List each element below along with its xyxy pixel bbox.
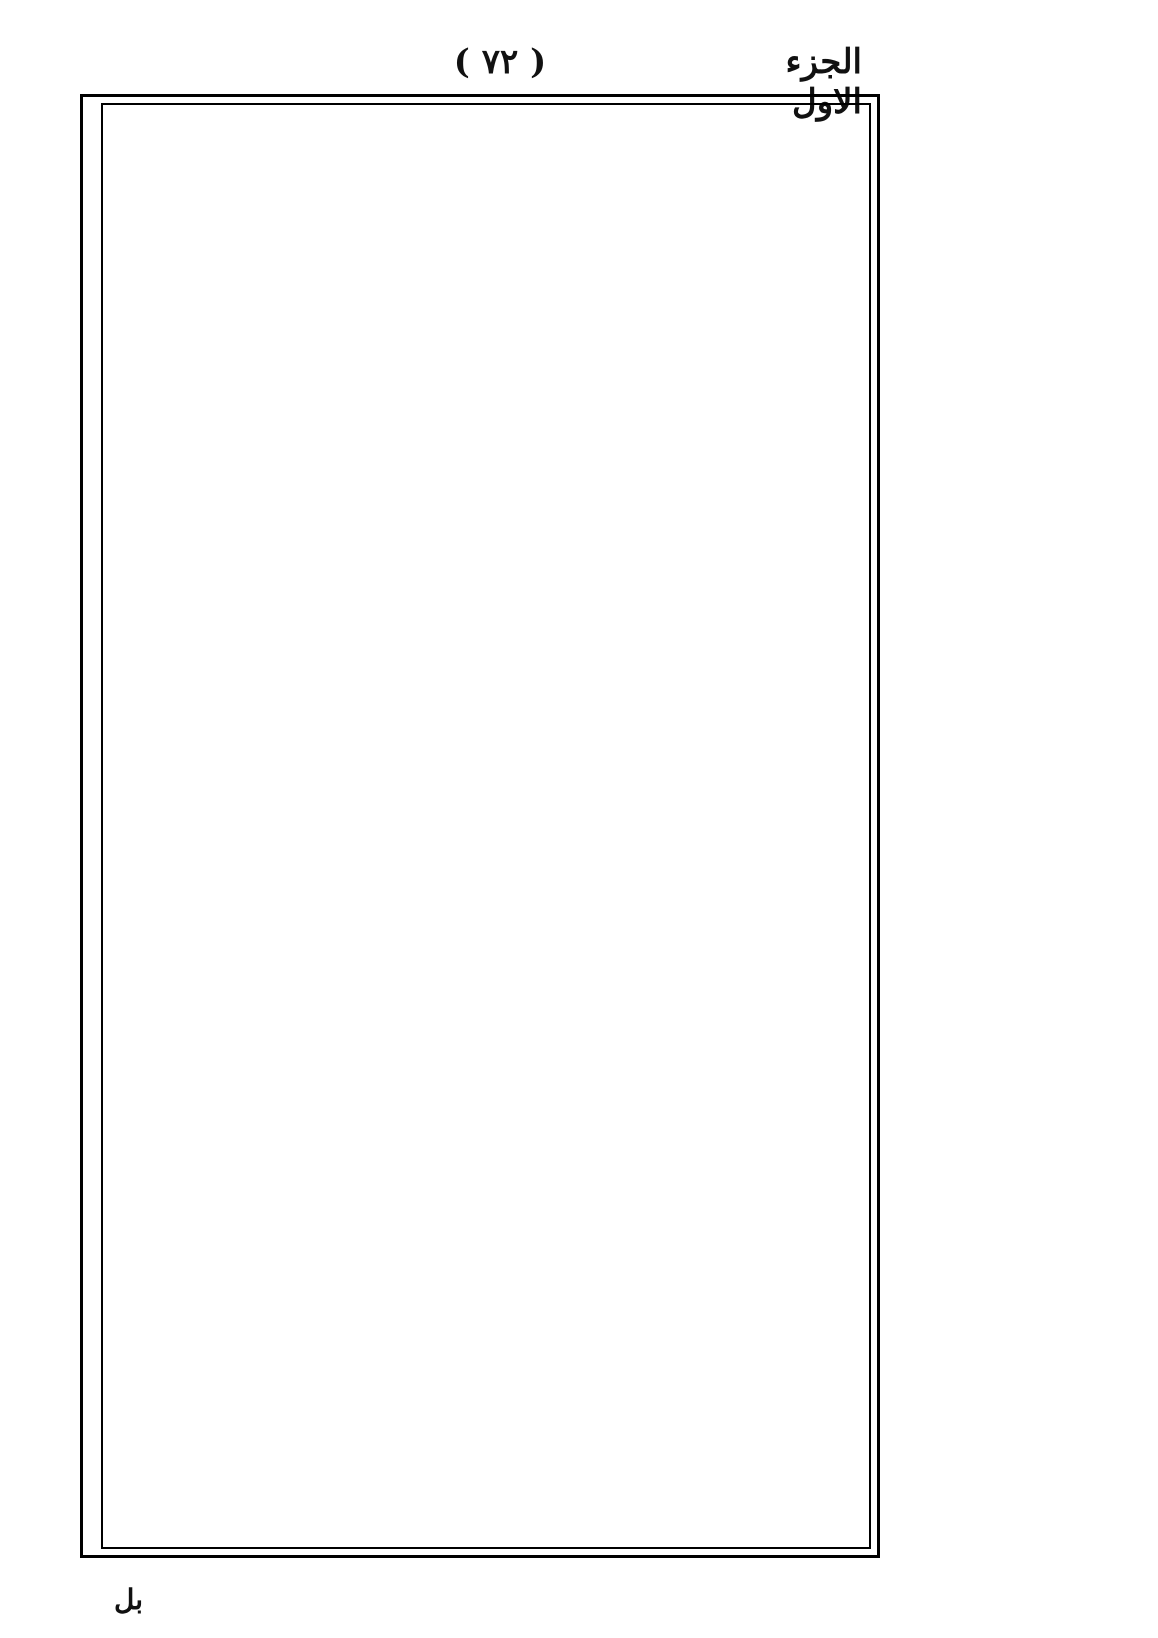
text-line <box>119 727 855 764</box>
volume-label: الجزء الاول <box>785 42 862 122</box>
text-line <box>119 912 855 949</box>
text-line <box>119 505 855 542</box>
text-line <box>119 468 855 505</box>
text-line <box>119 1245 855 1282</box>
text-line <box>119 1023 855 1060</box>
text-line <box>119 838 855 875</box>
text-line <box>119 1393 855 1430</box>
text-line <box>119 801 855 838</box>
text-line <box>119 653 855 690</box>
page-header <box>0 28 1158 122</box>
text-line <box>119 320 855 357</box>
text-line <box>119 542 855 579</box>
text-line <box>119 1060 855 1097</box>
text-line <box>119 431 855 468</box>
text-line <box>119 690 855 727</box>
text-line <box>119 1356 855 1393</box>
page-number: ( ٧٢ ) <box>453 42 547 82</box>
text-line <box>119 394 855 431</box>
text-line <box>119 357 855 394</box>
text-line <box>119 579 855 616</box>
text-line <box>119 1097 855 1134</box>
text-line <box>119 1504 855 1529</box>
page-frame-inner <box>101 103 871 1549</box>
text-line <box>119 135 855 172</box>
text-line <box>119 949 855 986</box>
text-line <box>119 246 855 283</box>
text-line <box>119 616 855 653</box>
text-line <box>119 1134 855 1171</box>
text-line <box>119 172 855 209</box>
text-line <box>119 1467 855 1504</box>
text-line <box>119 1171 855 1208</box>
catchword: بل <box>114 1583 143 1616</box>
text-line <box>119 209 855 246</box>
text-line <box>119 1430 855 1467</box>
text-line <box>119 875 855 912</box>
text-line <box>119 986 855 1023</box>
text-line <box>119 1282 855 1319</box>
text-line <box>119 764 855 801</box>
text-block <box>119 135 855 1529</box>
text-line <box>119 1208 855 1245</box>
page-frame-outer <box>80 94 880 1558</box>
text-line <box>119 1319 855 1356</box>
text-line <box>119 283 855 320</box>
